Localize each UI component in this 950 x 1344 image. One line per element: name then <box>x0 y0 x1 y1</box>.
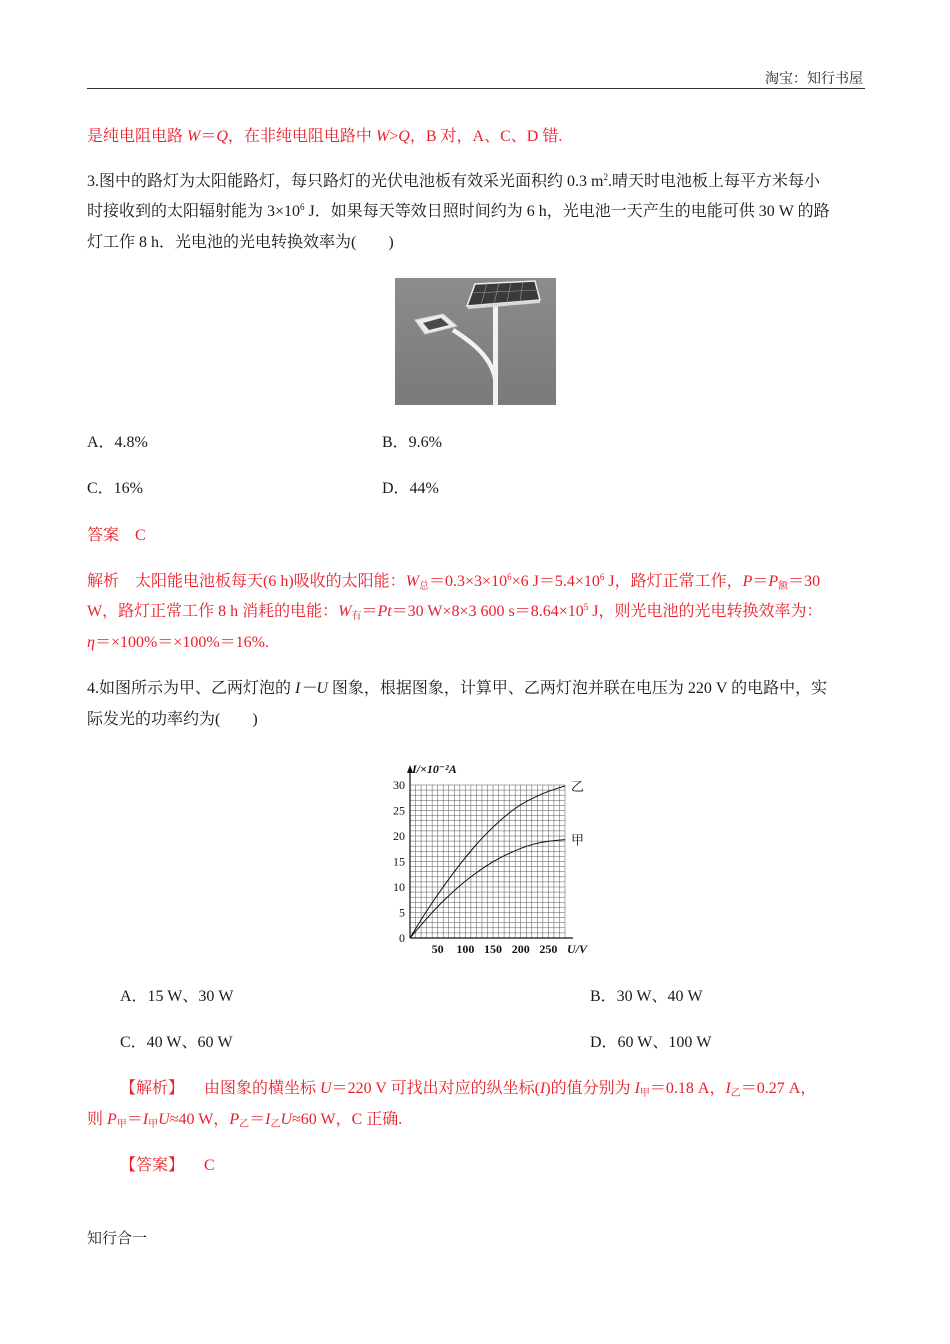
header-rule <box>87 88 865 89</box>
analysis-text: ＝ <box>249 1111 266 1128</box>
var-u: U <box>280 1111 292 1128</box>
subscript: 乙 <box>730 1088 741 1099</box>
q4-option-d[interactable]: D．60 W、100 W <box>590 1034 712 1051</box>
answer-value: C <box>204 1157 215 1174</box>
analysis-label: 【解析】 <box>120 1080 185 1097</box>
q3-analysis-line-3 <box>87 632 269 654</box>
analysis-text: 则 <box>87 1111 108 1128</box>
subscript: 总 <box>419 581 430 592</box>
q4-option-b[interactable]: B．30 W、40 W <box>590 988 703 1005</box>
y-tick-label: 30 <box>393 778 405 792</box>
var-q: Q <box>398 128 410 145</box>
q3-option-d[interactable]: D．44% <box>382 480 439 497</box>
text-segment: 是纯电阻电路 <box>87 128 188 145</box>
q3-line-3: 灯工作 8 h．光电池的光电转换效率为( ) <box>87 234 394 251</box>
text-segment: ＝ <box>200 128 217 145</box>
var-pt: Pt <box>377 603 392 620</box>
solar-street-light-image <box>395 278 556 405</box>
q3-text: 时接收到的太阳辐射能为 3×10 <box>87 203 301 220</box>
analysis-text: ＝ <box>361 603 378 620</box>
subscript: 有 <box>351 611 362 622</box>
analysis-text: )的值分别为 <box>545 1080 635 1097</box>
var-w: W <box>405 573 420 590</box>
q3-option-a[interactable]: A．4.8% <box>87 434 148 451</box>
analysis-label: 解析 <box>87 573 120 590</box>
var-p: P <box>107 1111 117 1128</box>
text-segment: > <box>389 128 399 145</box>
q3-sup: 2 <box>603 172 608 182</box>
q4-answer <box>120 1155 215 1177</box>
var-p: P <box>768 573 779 590</box>
analysis-text: ＝30 W×8×3 600 s＝8.64×10 <box>391 603 584 620</box>
q3-sup: 6 <box>300 202 305 212</box>
superscript: 6 <box>507 572 512 582</box>
y-tick-label: 5 <box>399 905 405 920</box>
q3-text: J．如果每天等效日照时间约为 6 h，光电池一天产生的电能可供 30 W 的路 <box>304 203 830 220</box>
subscript: 乙 <box>270 1119 281 1130</box>
subscript: 额 <box>778 581 789 592</box>
answer-value: C <box>135 527 146 544</box>
analysis-text: ≈40 W， <box>169 1111 230 1128</box>
var-i: I <box>265 1111 271 1128</box>
analysis-text: ＝30 <box>788 573 821 590</box>
var-p: P <box>229 1111 240 1128</box>
x-tick-label: 50 <box>431 942 444 956</box>
series-label: 甲 <box>571 833 585 849</box>
q4-line-2: 际发光的功率约为( ) <box>87 711 258 728</box>
var-u: U <box>320 1080 332 1097</box>
q3-option-b[interactable]: B．9.6% <box>382 434 443 451</box>
answer-label: 答案 <box>87 527 120 544</box>
analysis-text: ＝ <box>752 573 769 590</box>
subscript: 甲 <box>116 1119 127 1130</box>
x-tick-label: 250 <box>539 942 558 956</box>
y-axis-label: I/×10⁻²A <box>412 762 457 776</box>
var-i: I <box>539 1080 546 1097</box>
q3-line-2 <box>87 201 830 223</box>
superscript: 6 <box>599 572 605 582</box>
q4-var: I－U <box>295 680 328 697</box>
q4-option-c[interactable]: C．40 W、60 W <box>120 1034 233 1051</box>
analysis-text: 太阳能电池板每天(6 h)吸收的太阳能： <box>135 573 406 590</box>
q4-line-1 <box>87 678 827 700</box>
analysis-text: 由图象的横坐标 <box>204 1080 321 1097</box>
text-segment: ，B 对，A、C、D 错. <box>409 128 563 145</box>
analysis-text: ＝ <box>126 1111 143 1128</box>
y-tick-label: 25 <box>393 803 405 818</box>
header-brand: 淘宝：知行书屋 <box>765 71 863 87</box>
var-i: I <box>725 1080 731 1097</box>
text-segment: ，在非纯电阻电路中 <box>227 128 376 145</box>
q4-text: 图象，根据图象，计算甲、乙两灯泡并联在电压为 220 V 的电路中，实 <box>327 680 828 697</box>
analysis-text: ＝0.3×3×10 <box>429 573 508 590</box>
q3-analysis-line-1 <box>87 571 820 593</box>
y-tick-label: 15 <box>393 854 405 869</box>
analysis-text: ＝0.27 A， <box>740 1080 817 1097</box>
var-w: W <box>338 603 352 620</box>
y-tick-label: 20 <box>393 829 405 843</box>
subscript: 甲 <box>639 1088 650 1099</box>
iu-chart <box>380 755 595 960</box>
footer-text: 知行合一 <box>87 1229 148 1247</box>
analysis-text: ＝0.18 A， <box>649 1080 726 1097</box>
subscript: 乙 <box>239 1119 250 1130</box>
prev-solution <box>87 126 562 148</box>
q3-text: .晴天时电池板上每平方米每小 <box>607 173 820 190</box>
q4-analysis-line-2 <box>87 1109 402 1131</box>
x-tick-label: 100 <box>456 942 475 956</box>
q3-line-1 <box>87 171 820 193</box>
y-tick-label: 0 <box>399 931 405 945</box>
analysis-text: ×6 J＝5.4×10 <box>511 573 600 590</box>
analysis-text: ＝220 V 可找出对应的纵坐标( <box>331 1080 540 1097</box>
q3-text: 3.图中的路灯为太阳能路灯，每只路灯的光伏电池板有效采光面积约 0.3 m <box>87 173 604 190</box>
x-axis-label: U/V <box>567 942 588 956</box>
var-i: I <box>634 1080 640 1097</box>
var-eta: η <box>87 634 95 651</box>
chart-grid <box>410 785 565 938</box>
var-p: P <box>742 573 753 590</box>
var-w: W <box>375 128 390 145</box>
series-label: 乙 <box>571 780 585 796</box>
analysis-text: W，路灯正常工作 8 h 消耗的电能： <box>87 603 339 620</box>
q4-option-a[interactable]: A．15 W、30 W <box>120 988 234 1005</box>
analysis-text: ＝×100%＝×100%＝16%. <box>94 634 269 651</box>
q4-text: 4.如图所示为甲、乙两灯泡的 <box>87 680 296 697</box>
q4-analysis-line-1 <box>120 1078 816 1100</box>
y-tick-label: 10 <box>393 880 405 894</box>
analysis-text: J，则光电池的光电转换效率为： <box>588 603 823 620</box>
var-i: I <box>142 1111 149 1128</box>
analysis-text: ≈60 W，C 正确. <box>292 1111 403 1128</box>
subscript: 甲 <box>148 1119 159 1130</box>
q3-analysis-line-2 <box>87 601 823 623</box>
x-tick-label: 150 <box>484 942 503 956</box>
var-q: Q <box>216 128 228 145</box>
var-w: W <box>187 128 201 145</box>
answer-label: 【答案】 <box>120 1157 185 1174</box>
q3-option-c[interactable]: C．16% <box>87 480 144 497</box>
x-tick-label: 200 <box>511 942 530 956</box>
var-u: U <box>158 1111 170 1128</box>
analysis-text: J，路灯正常工作， <box>604 573 743 590</box>
q3-answer <box>87 525 146 547</box>
superscript: 5 <box>583 602 589 612</box>
